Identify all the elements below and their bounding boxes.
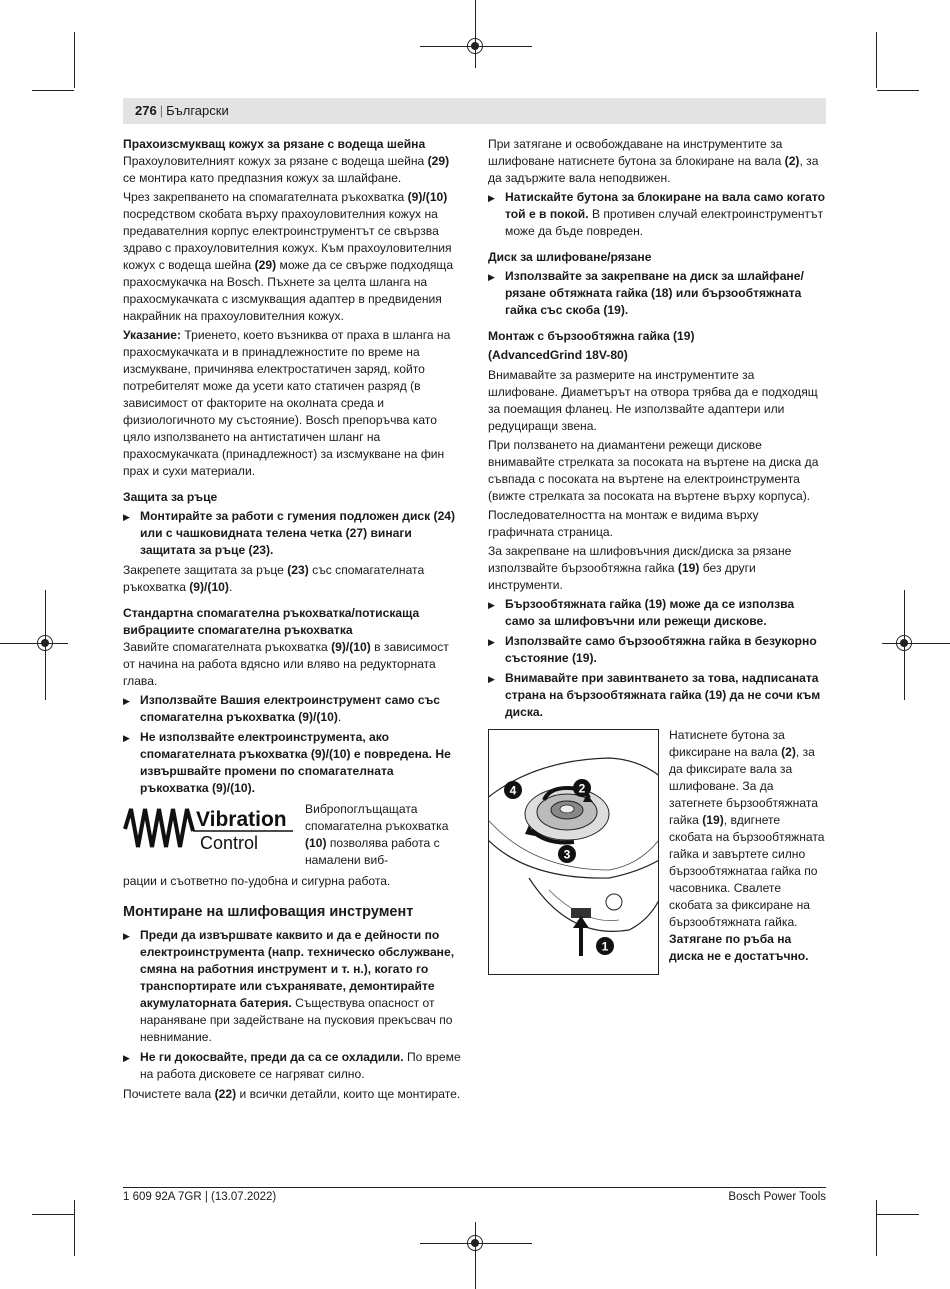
paragraph: При затягане и освобождаване на инструментите за шлифоване натиснете бутона за блокиране на вала (2), за да задържите вала неподвижен. [488,137,819,185]
svg-text:3: 3 [563,847,571,862]
section-title-quick-nut: Монтаж с бързообтяжна гайка (19) [488,329,695,343]
section-subtitle-model: (AdvancedGrind 18V-80) [488,348,628,362]
svg-text:Vibration: Vibration [196,808,287,831]
paragraph: Почистете вала (22) и всички детайли, които ще монтирате. [123,1087,461,1101]
paragraph: Внимавайте за размерите на инструментите за шлифоване. Диаметърът на отвора трябва да е подходящ за поемащия фланец. Не използвайте адаптери или редуциращи звена. [488,368,818,433]
crop-mark-tl-h [32,90,74,91]
registration-target-icon [896,635,912,651]
crop-mark-tl-v [74,32,75,88]
figure-callout-3 [558,845,576,863]
page-header [123,98,826,124]
bullet-item: ▶ Натискайте бутона за блокиране на вала само когато той е в покой. В противен случай електроинструментът може да бъде повреден. [488,189,826,240]
paragraph: Чрез закрепването на спомагателната ръкохватка (9)/(10) посредством скобата върху прахоуловителния кожух на предавателния корпус електроинструментът се свързва здраво с прахоуловителния кожух. Към прахоуловителния кожух с водеща шейна (29) може да се свърже подходяща прахосмукачка на Bosch. Пъхнете за целта шланга на прахосмукачката с изсмукващия адаптер в предвидения накрайник на прахоуловителния кожух. [123,190,454,323]
figure-callout-4 [504,781,522,799]
paragraph: При ползването на диамантени режещи дискове внимавайте стрелката за посоката на въртене на диска да съвпада с посоката на въртене на електроинструмента (вижте стрелката за посоката на въртене върху корпуса). [488,438,819,503]
reg-left-line-h [0,643,68,644]
paragraph: Последователността на монтаж е видима върху графичната страница. [488,508,759,539]
quick-nut-figure-block [488,729,826,981]
paragraph: Закрепете защитата за ръце (23) със спомагателната ръкохватка (9)/(10). [123,563,425,594]
svg-text:1: 1 [601,939,609,954]
vibration-control-logo [123,803,295,853]
angle-grinder-illustration [489,730,659,975]
reg-bottom-line-v [475,1222,476,1289]
footer-doc-number: 1 609 92A 7GR | (13.07.2022) [123,1191,277,1203]
crop-mark-br-v [876,1200,877,1256]
bullet-item: ▶ Използвайте само бързообтяжна гайка в безукорно състояние (19). [488,633,826,667]
section-title-hand-guard: Защита за ръце [123,490,218,504]
paragraph: Завийте спомагателната ръкохватка (9)/(10) в зависимост от начина на работа вдясно или вляво на редукторната глава. [123,640,449,688]
svg-text:2: 2 [578,781,586,796]
paragraph: За закрепване на шлифовъчния диск/диска за рязане използвайте бързообтяжна гайка (19) без други инструменти. [488,544,792,592]
footer-divider [123,1187,826,1188]
figure-caption-text: Натиснете бутона за фиксиране на вала (2), за да фиксирате вала за шлифоване. За да затегнете бързообтяжната гайка (19), вдигнете скобата на бързообтяжната гайка и завъртете силно бързообтяжнатаа гайка по часовника. Свалете скобата за фиксиране на бързообтяжната гайка. Затягане по ръба на диска не е достатъчно. [669,728,825,963]
bullet-item: ▶ Монтирайте за работи с гумения подложен диск (24) или с чашковидната телена четка (27) винаги защитата за ръце (23). [123,508,462,559]
paragraph: Прахоуловителният кожух за рязане с водеща шейна (29) се монтира като предпазния кожух за шлайфане. [123,154,450,185]
registration-target-icon [467,38,483,54]
registration-target-icon [37,635,53,651]
section-title-mounting: Монтиране на шлифоващия инструмент [123,904,414,920]
section-title-dust-hood: Прахоизсмукващ кожух за рязане с водеща шейна [123,137,426,151]
crop-mark-br-h [877,1214,919,1215]
bullet-item: ▶ Не използвайте електроинструмента, ако спомагателната ръкохватка (9)/(10) е повредена. Не извършвайте промени по спомагателната ръкохватка (9)/(10). [123,729,462,797]
svg-text:4: 4 [509,783,517,798]
vibration-control-block [123,801,462,873]
quick-nut-figure [488,729,659,975]
header-separator: | [159,103,164,118]
crop-mark-tr-h [877,90,919,91]
reg-right-line-h [882,643,950,644]
bullet-item: ▶ Не ги докосвайте, преди да са се охладили. По време на работа дисковете се нагряват силно. [123,1049,462,1083]
paragraph: рации и съответно по-удобна и сигурна работа. [123,874,391,888]
crop-mark-tr-v [876,32,877,88]
bullet-item: ▶ Бързообтяжната гайка (19) може да се използва само за шлифовъчни или режещи дискове. [488,596,826,630]
page-number: 276 [135,103,157,118]
bullet-item: ▶ Внимавайте при завинтването за това, надписаната страна на бързообтяжната гайка (19) да не сочи към диска. [488,670,826,721]
figure-callout-2 [573,779,591,797]
svg-text:Control: Control [200,833,259,853]
crop-mark-bl-v [74,1200,75,1256]
right-column [488,136,826,981]
footer-brand: Bosch Power Tools [728,1191,826,1203]
section-title-aux-handle: Стандартна спомагателна ръкохватка/потискаща вибрациите спомагателна ръкохватка [123,606,420,637]
bullet-item: ▶ Използвайте за закрепване на диск за шлайфане/рязане обтяжната гайка (18) или бързообтяжната гайка със скоба (19). [488,268,826,319]
bullet-item: ▶ Използвайте Вашия електроинструмент само със спомагателна ръкохватка (9)/(10). [123,692,462,726]
bullet-item: ▶ Преди да извършвате каквито и да е дейности по електроинструмента (напр. техническо обслужване, смяна на работния инструмент и т. н.), когато го транспортирате или съхранявате, демонтирайте акумулаторната батерия. Съществува опасност от нараняване при задействане на пусковия прекъсвач по невнимание. [123,927,462,1046]
crop-mark-bl-h [32,1214,74,1215]
left-column [123,136,462,1105]
header-language: Български [166,103,229,118]
vibration-control-text: Вибропоглъщащата спомагателна ръкохватка (10) позволява работа с намалени виб- [305,802,449,867]
figure-callout-1 [596,937,614,955]
registration-target-icon [467,1235,483,1251]
note-paragraph: Указание: Триенето, което възниква от праха в шланга на прахосмукачката и в принадлежностите по време на изсмукване, причинява електростатичен заряд, който потребителят може да усети като статичен разряд (в зависимост от факторите на околната среда и физиологичното му състояние). Bosch препоръчва като цяло използването на антистатичен шланг на прахосмукачката (принадлежност) за изсмукване на фин прах и сухи материали. [123,328,451,478]
section-title-disc: Диск за шлифоване/рязане [488,250,652,264]
reg-top-line-v [475,0,476,68]
